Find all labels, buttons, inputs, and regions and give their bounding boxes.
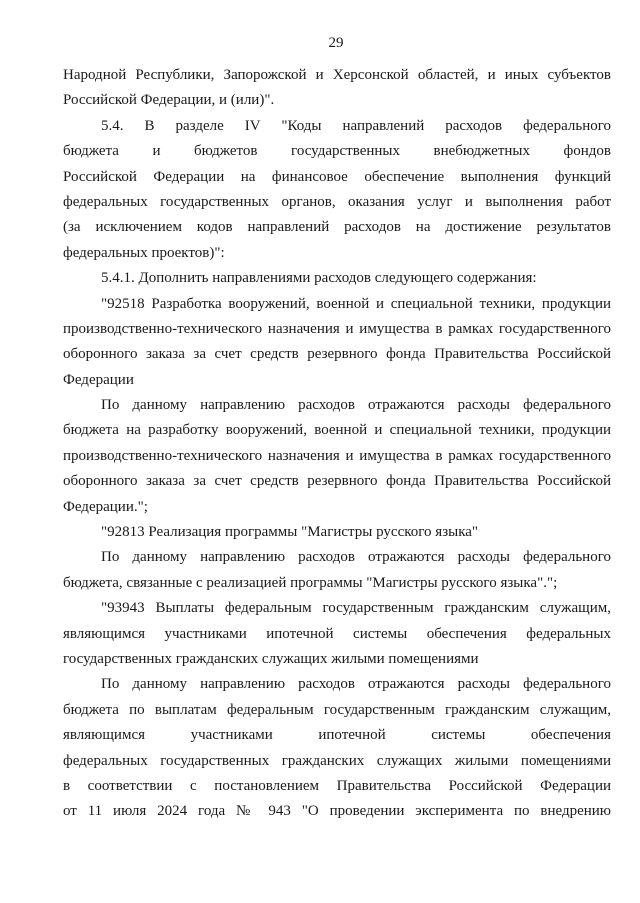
page-number: 29 <box>328 35 344 51</box>
text-line: являющимся участниками ипотечной системы обеспечения <box>63 727 611 744</box>
text-line: бюджета по выплатам федеральным государственным гражданским служащим, <box>63 701 611 718</box>
text-line: от 11 июля 2024 года № 943 "О проведении эксперимента по внедрению <box>63 803 611 820</box>
text-line: Федерации."; <box>63 498 148 515</box>
text-line: По данному направлению расходов отражаются расходы федерального <box>101 549 611 566</box>
text-line: Федерации <box>63 371 134 388</box>
text-line: государственных гражданских служащих жилыми помещениями <box>63 650 479 667</box>
text-line: являющимся участниками ипотечной системы обеспечения федеральных <box>63 625 611 642</box>
document-body <box>63 63 611 825</box>
text-line: бюджета и бюджетов государственных внебюджетных фондов <box>63 143 611 160</box>
text-line: федеральных проектов)": <box>63 244 225 261</box>
text-line: Российской Федерации, и (или)". <box>63 92 275 109</box>
text-line: производственно-технического назначения и имущества в рамках государственного <box>63 320 611 337</box>
text-line: 5.4. В разделе IV "Коды направлений расходов федерального <box>101 117 611 134</box>
text-line: федеральных государственных гражданских служащих жилыми помещениями <box>63 752 611 769</box>
text-line: федеральных государственных органов, оказания услуг и выполнения работ <box>63 193 611 210</box>
text-line: оборонного заказа за счет средств резервного фонда Правительства Российской <box>63 473 611 490</box>
text-line: в соответствии с постановлением Правительства Российской Федерации <box>63 777 611 794</box>
text-line: "93943 Выплаты федеральным государственным гражданским служащим, <box>101 600 611 617</box>
text-line: бюджета на разработку вооружений, военной и специальной техники, продукции <box>63 422 611 439</box>
text-line: производственно-технического назначения и имущества в рамках государственного <box>63 447 611 464</box>
text-line: Российской Федерации на финансовое обеспечение выполнения функций <box>63 168 611 185</box>
text-line: Народной Республики, Запорожской и Херсонской областей, и иных субъектов <box>63 67 611 83</box>
text-line: "92813 Реализация программы "Магистры русского языка" <box>101 524 479 541</box>
text-line: 5.4.1. Дополнить направлениями расходов следующего содержания: <box>101 270 537 287</box>
text-line: оборонного заказа за счет средств резервного фонда Правительства Российской <box>63 346 611 363</box>
text-line: По данному направлению расходов отражаются расходы федерального <box>101 676 611 693</box>
text-line: (за исключением кодов направлений расходов на достижение результатов <box>63 219 611 236</box>
text-line: По данному направлению расходов отражаются расходы федерального <box>101 397 611 414</box>
text-line: "92518 Разработка вооружений, военной и специальной техники, продукции <box>101 295 611 312</box>
text-line: бюджета, связанные с реализацией программы "Магистры русского языка"."; <box>63 574 558 591</box>
